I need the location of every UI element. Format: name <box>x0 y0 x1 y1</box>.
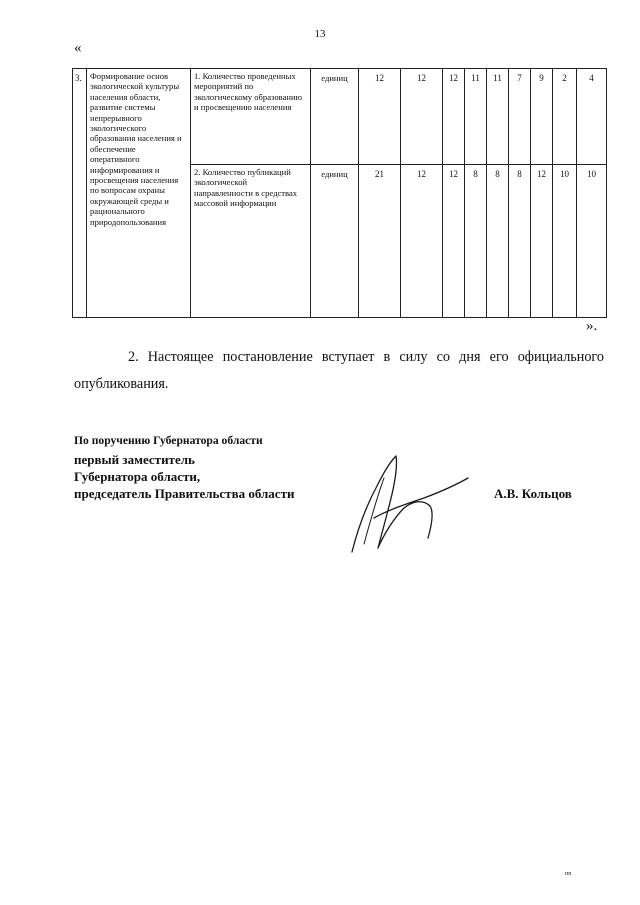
row-number: 3. <box>73 69 87 318</box>
value-cell: 8 <box>487 165 509 318</box>
indicators-table <box>72 68 607 318</box>
signatory-line: По поручению Губернатора области <box>74 434 263 447</box>
value-cell: 7 <box>509 69 531 165</box>
value-cell: 21 <box>359 165 401 318</box>
footer-mark: пп <box>565 871 572 877</box>
value-cell: 10 <box>577 165 607 318</box>
signatory-line: Губернатора области, <box>74 469 201 484</box>
value-cell: 12 <box>401 165 443 318</box>
signer-name: А.В. Кольцов <box>494 486 572 501</box>
value-cell: 12 <box>531 165 553 318</box>
value-cell: 11 <box>487 69 509 165</box>
signatory-line: первый заместитель <box>74 452 195 467</box>
value-cell: 12 <box>443 165 465 318</box>
value-cell: 12 <box>401 69 443 165</box>
value-cell: 12 <box>359 69 401 165</box>
handwritten-signature <box>344 448 474 560</box>
closing-quote: ». <box>586 318 598 334</box>
goal-cell: Формирование основ экологической культуры населения области, развитие системы непрерывного экологического образования населения и обеспечение оперативного информирования и просвещения населения по вопросам охраны окружающей среды и рационального природопользования <box>87 69 191 318</box>
signatory-block <box>74 434 294 502</box>
indicator-unit: единиц <box>311 69 359 165</box>
indicator-name: 1. Количество проведенных мероприятий по экологическому образованию и просвещению населения <box>191 69 311 165</box>
value-cell: 8 <box>509 165 531 318</box>
page-number: 13 <box>314 28 326 40</box>
body-paragraph: 2. Настоящее постановление вступает в силу со дня его официального опубликования. <box>74 349 604 392</box>
value-cell: 2 <box>553 69 577 165</box>
value-cell: 12 <box>443 69 465 165</box>
value-cell: 11 <box>465 69 487 165</box>
signatory-line: председатель Правительства области <box>74 486 295 501</box>
value-cell: 10 <box>553 165 577 318</box>
table-row <box>73 69 607 165</box>
value-cell: 4 <box>577 69 607 165</box>
value-cell: 8 <box>465 165 487 318</box>
indicator-name: 2. Количество публикаций экологической направленности в средствах массовой информации <box>191 165 311 318</box>
value-cell: 9 <box>531 69 553 165</box>
opening-quote: « <box>74 40 82 56</box>
indicator-unit: единиц <box>311 165 359 318</box>
